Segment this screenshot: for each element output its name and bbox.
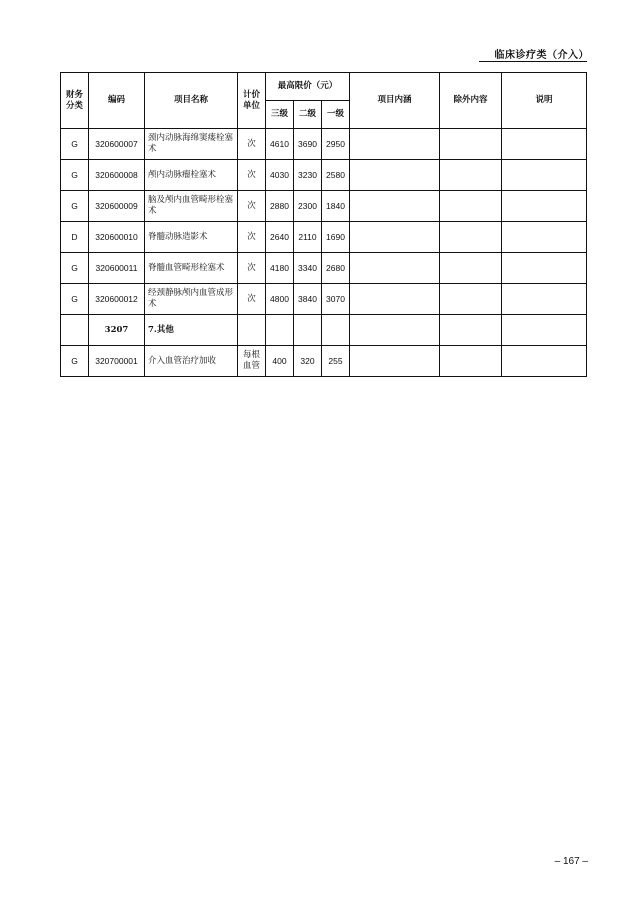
price-level-3-cell: 4800 <box>266 284 294 315</box>
item-name-cell: 颈内动脉海绵窦瘘栓塞术 <box>145 129 238 160</box>
price-level-1-cell: 2580 <box>322 160 350 191</box>
header-finance-class: 财务分类 <box>61 73 89 129</box>
price-level-3-cell: 4180 <box>266 253 294 284</box>
exclusions-cell <box>440 191 502 222</box>
notes-cell <box>502 222 587 253</box>
price-level-3-cell: 2880 <box>266 191 294 222</box>
unit-cell: 次 <box>238 253 266 284</box>
unit-cell <box>238 315 266 346</box>
unit-cell: 次 <box>238 160 266 191</box>
running-head-title: 临床诊疗类（介入） <box>494 50 589 61</box>
unit-cell: 每根血管 <box>238 346 266 377</box>
exclusions-cell <box>440 346 502 377</box>
header-level-3: 三级 <box>266 101 294 129</box>
price-level-3-cell: 4030 <box>266 160 294 191</box>
price-level-1-cell: 2680 <box>322 253 350 284</box>
finance-class-cell: G <box>61 191 89 222</box>
price-level-1-cell: 2950 <box>322 129 350 160</box>
price-level-1-cell: 3070 <box>322 284 350 315</box>
finance-class-cell: G <box>61 160 89 191</box>
price-level-3-cell: 4610 <box>266 129 294 160</box>
item-name-cell: 介入血管治疗加收 <box>145 346 238 377</box>
header-exclusions: 除外内容 <box>440 73 502 129</box>
price-level-1-cell: 255 <box>322 346 350 377</box>
notes-cell <box>502 129 587 160</box>
table-row <box>61 284 587 315</box>
code-cell: 320600010 <box>89 222 145 253</box>
exclusions-cell <box>440 160 502 191</box>
item-name-cell: 颅内动脉瘤栓塞术 <box>145 160 238 191</box>
content-cell <box>350 129 440 160</box>
notes-cell <box>502 160 587 191</box>
item-name-cell: 脊髓动脉造影术 <box>145 222 238 253</box>
page-number: – 167 – <box>554 856 588 867</box>
finance-class-cell: G <box>61 253 89 284</box>
exclusions-cell <box>440 129 502 160</box>
content-cell <box>350 284 440 315</box>
header-level-1: 一级 <box>322 101 350 129</box>
price-level-1-cell <box>322 315 350 346</box>
notes-cell <box>502 284 587 315</box>
table-row <box>61 191 587 222</box>
price-level-1-cell: 1690 <box>322 222 350 253</box>
notes-cell <box>502 191 587 222</box>
header-max-price: 最高限价（元） <box>266 73 350 101</box>
notes-cell <box>502 253 587 284</box>
price-level-2-cell: 3340 <box>294 253 322 284</box>
price-level-2-cell: 2110 <box>294 222 322 253</box>
content-cell <box>350 160 440 191</box>
header-notes: 说明 <box>502 73 587 129</box>
item-name-cell: 经颈静脉颅内血管成形术 <box>145 284 238 315</box>
code-cell: 320600009 <box>89 191 145 222</box>
table-row <box>61 346 587 377</box>
exclusions-cell <box>440 222 502 253</box>
header-code: 编码 <box>89 73 145 129</box>
notes-cell <box>502 315 587 346</box>
header-item-name: 项目名称 <box>145 73 238 129</box>
header-row-1 <box>61 73 587 101</box>
price-level-2-cell: 320 <box>294 346 322 377</box>
code-cell: 320600008 <box>89 160 145 191</box>
code-cell: 320600012 <box>89 284 145 315</box>
code-cell: 320700001 <box>89 346 145 377</box>
unit-cell: 次 <box>238 284 266 315</box>
table-row <box>61 222 587 253</box>
price-level-2-cell <box>294 315 322 346</box>
price-level-3-cell: 2640 <box>266 222 294 253</box>
price-level-3-cell <box>266 315 294 346</box>
header-content: 项目内涵 <box>350 73 440 129</box>
table-row <box>61 253 587 284</box>
unit-cell: 次 <box>238 191 266 222</box>
table-row <box>61 129 587 160</box>
finance-class-cell: G <box>61 284 89 315</box>
item-name-cell: 脑及颅内血管畸形栓塞术 <box>145 191 238 222</box>
content-cell <box>350 191 440 222</box>
content-cell <box>350 315 440 346</box>
category-name-cell: 7.其他 <box>145 315 238 346</box>
unit-cell: 次 <box>238 129 266 160</box>
category-code-cell: 3207 <box>89 315 145 346</box>
code-cell: 320600007 <box>89 129 145 160</box>
price-level-2-cell: 2300 <box>294 191 322 222</box>
price-level-2-cell: 3230 <box>294 160 322 191</box>
exclusions-cell <box>440 253 502 284</box>
price-level-1-cell: 1840 <box>322 191 350 222</box>
fee-table <box>60 72 587 377</box>
finance-class-cell <box>61 315 89 346</box>
header-unit: 计价单位 <box>238 73 266 129</box>
content-cell <box>350 346 440 377</box>
header-level-2: 二级 <box>294 101 322 129</box>
exclusions-cell <box>440 315 502 346</box>
finance-class-cell: G <box>61 346 89 377</box>
exclusions-cell <box>440 284 502 315</box>
price-level-3-cell: 400 <box>266 346 294 377</box>
table-row <box>61 160 587 191</box>
price-level-2-cell: 3690 <box>294 129 322 160</box>
content-cell <box>350 222 440 253</box>
notes-cell <box>502 346 587 377</box>
category-row <box>61 315 587 346</box>
unit-cell: 次 <box>238 222 266 253</box>
finance-class-cell: D <box>61 222 89 253</box>
price-level-2-cell: 3840 <box>294 284 322 315</box>
code-cell: 320600011 <box>89 253 145 284</box>
content-cell <box>350 253 440 284</box>
item-name-cell: 脊髓血管畸形栓塞术 <box>145 253 238 284</box>
running-head-rule <box>479 61 587 62</box>
finance-class-cell: G <box>61 129 89 160</box>
